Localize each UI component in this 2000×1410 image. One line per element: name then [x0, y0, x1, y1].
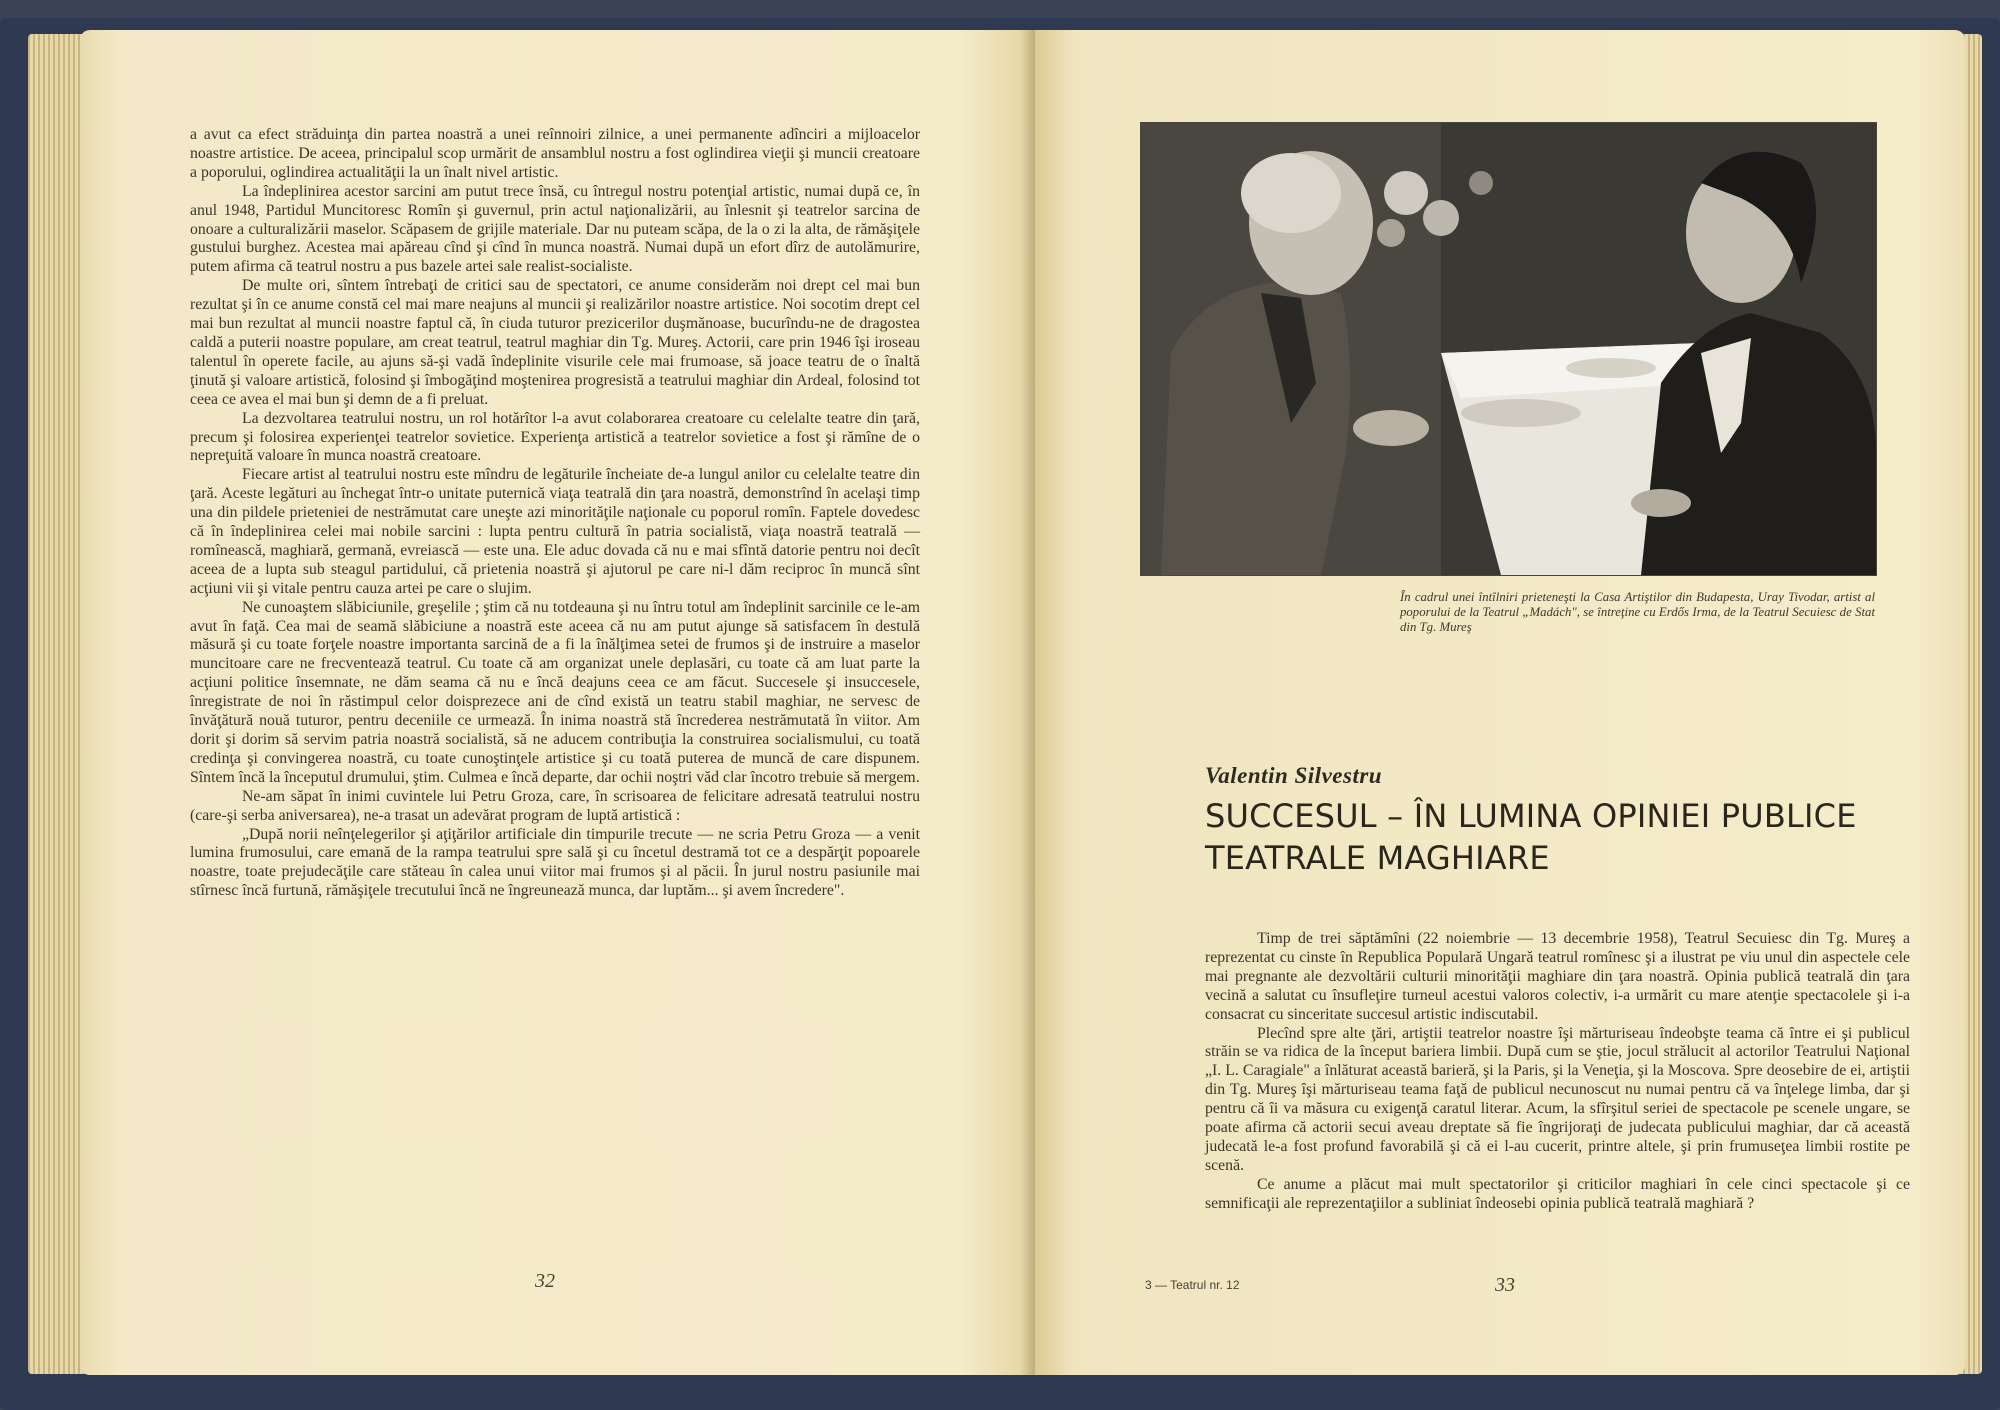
paragraph: La îndeplinirea acestor sarcini am putut trece însă, cu întregul nostru potenţial artistic, numai după ce, în anul 1948, Partidul Muncitoresc Romîn şi guvernul, prin actul naţionalizării, au înlesnit şi teatrelor sarcina de onoare a culturalizării maselor. Scăpasem de grijile materiale. Dar nu puteam scăpa, de la o zi la alta, de rămăşiţele gustului burghez. Acestea mai apăreau cînd şi cînd în munca noastră. Numai după un efort dîrz de autolămurire, putem afirma că teatrul nostru a pus bazele artei sale realist-socialiste.	[190, 182, 920, 276]
left-page-body	[190, 126, 920, 901]
footer-signature: 3 — Teatrul nr. 12	[1145, 1278, 1240, 1292]
right-page-body	[1205, 930, 1910, 1214]
article-title: SUCCESUL – ÎN LUMINA OPINIEI PUBLICE TEATRALE MAGHIARE	[1205, 797, 1857, 877]
photo-caption: În cadrul unei întîlniri prieteneşti la Casa Artiştilor din Budapesta, Uray Tivodar, artist al poporului de la Teatrul „Madách", se întreţine cu Erdős Irma, de la Teatrul Secuiesc de Stat din Tg. Mureş	[1400, 590, 1875, 635]
paragraph: Timp de trei săptămîni (22 noiembrie — 13 decembrie 1958), Teatrul Secuiesc din Tg. Mureş a reprezentat cu cinste în Republica Populară Ungară teatrul romînesc şi a ilustrat pe viu unul din aspectele cele mai pregnante ale dezvoltării culturii minorităţii maghiare din ţara noastră. Opinia publică teatrală din ţara vecină a salutat cu însufleţire turneul acestui valoros colectiv, i-a urmărit cu mare atenţie spectacolele şi i-a consacrat cu sinceritate succesul artistic indiscutabil.	[1205, 930, 1910, 1023]
paragraph: Ne cunoaştem slăbiciunile, greşelile ; ştim că nu totdeauna şi nu întru totul am îndeplinit sarcinile ce le-am avut în faţă. Cea mai de seamă slăbiciune a noastră este aceea că nu am putut ajunge să satisfacem în destulă măsură şi cu toate forţele noastre importanta sarcină de a fi la înălţimea setei de frumos şi de instruire a maselor muncitoare care ne frecventează teatrul. Cu toate că am organizat unele deplasări, cu toate că am luat parte la acţiuni politice însemnate, ne dăm seama că nu e încă deajuns ceea ce am făcut. Succesele şi insuccesele, înregistrate de noi în răstimpul celor doisprezece ani de cînd există un teatru stabil maghiar, ne servesc de învăţătură nouă tuturor, pentru deceniile ce urmează. În inima noastră stă încrederea nestrămutată în viitor. Am dorit şi dorim să servim patria noastră socialistă, să ne aducem contribuţia la construirea socialismului, cu toată credinţa şi convingerea noastră, cu toate cunoştinţele artistice şi cu toată puterea de muncă de care dispunem. Sîntem încă la începutul drumului, ştim. Culmea e încă departe, dar ochii noştri văd clar încotro trebuie să mergem.	[190, 598, 920, 786]
page-number-left: 32	[535, 1270, 555, 1292]
right-page	[1035, 30, 1965, 1375]
paragraph: La dezvoltarea teatrului nostru, un rol hotărîtor l-a avut colaborarea creatoare cu celelalte teatre din ţară, precum şi folosirea experienţei teatrelor sovietice. Experienţa artistică a teatrelor sovietice a fost şi rămîne de o nepreţuită valoare în munca noastră creatoare.	[190, 409, 920, 465]
left-page	[80, 30, 1035, 1375]
page-number-right: 33	[1495, 1274, 1515, 1296]
paragraph: Ce anume a plăcut mai mult spectatorilor şi criticilor maghiari în cele cinci spectacole şi ce semnificaţii ale reprezentaţiilor a subliniat îndeosebi opinia publică teatrală maghiară ?	[1205, 1175, 1910, 1212]
paragraph: Plecînd spre alte ţări, artiştii teatrelor noastre îşi mărturiseau îndeobşte teama că între ei şi publicul străin se va ridica de la început bariera limbii. După cum se ştie, jocul strălucit al actorilor Teatrului Naţional „I. L. Caragiale" a înlăturat această barieră, şi la Paris, şi la Veneţia, şi la Moscova. Spre deosebire de ei, artiştii din Tg. Mureş îşi mărturiseau teama faţă de publicul necunoscut nu numai pentru că va înţelege limba, dar şi pentru că îi va măsura cu exigenţă caratul literar. Acum, la sfîrşitul seriei de spectacole pe scenele ungare, se poate afirma că actorii secui aveau dreptate să fie îngrijoraţi de judecata publicului maghiar, dar că această judecată le-a fost profund favorabilă şi că ei l-au cucerit, printre altele, şi prin frumuseţea limbii rostite pe scenă.	[1205, 1024, 1910, 1174]
paragraph: a avut ca efect străduinţa din partea noastră a unei reînnoiri zilnice, a unei permanente adînciri a mijloacelor noastre artistice. De aceea, principalul scop urmărit de ansamblul nostru a fost oglindirea vieţii şi muncii creatoare a poporului, oglindirea actualităţii la un înalt nivel artistic.	[190, 126, 920, 181]
photo-meeting	[1140, 122, 1877, 576]
paragraph: De multe ori, sîntem întrebaţi de critici sau de spectatori, ce anume considerăm noi drept cel mai bun rezultat şi în ce anume constă cel mai mare neajuns al muncii şi realizărilor noastre artistice. Noi socotim drept cel mai bun rezultat al muncii noastre faptul că, în ciuda tuturor prezicerilor duşmănoase, bucurîndu-ne de dragostea caldă a puterii noastre populare, am creat teatrul, teatrul maghiar din Tg. Mureş. Actorii, care prin 1946 îşi iroseau talentul în operete facile, au ajuns să-şi vadă îndeplinite visurile cele mai frumoase, să joace teatru de o înaltă ţinută şi valoare artistică, folosind şi îmbogăţind moştenirea progresistă a teatrului maghiar din Ardeal, folosind tot ceea ce avea el mai bun şi demn de a fi preluat.	[190, 277, 920, 408]
photo-illustration	[1141, 123, 1876, 575]
quote-paragraph: „După norii neînţelegerilor şi aţiţărilor artificiale din timpurile trecute — ne scria Petru Groza — a venit lumina frumosului, care emană de la rampa teatrului spre sală şi cu încetul destramă tot ce a despărţit popoarele noastre, toate prejudecăţile care stăteau în calea unui viitor mai frumos şi al păcii. În jurul nostru pasiunile mai stîrnesc încă furtună, rămăşiţele trecutului încă ne îngreunează munca, dar luptăm... şi avem încredere".	[190, 825, 920, 900]
paragraph: Ne-am săpat în inimi cuvintele lui Petru Groza, care, în scrisoarea de felicitare adresată teatrului nostru (care-şi serba aniversarea), ne-a trasat un adevărat program de luptă artistică :	[190, 787, 920, 824]
paragraph: Fiecare artist al teatrului nostru este mîndru de legăturile încheiate de-a lungul anilor cu celelalte teatre din ţară. Aceste legături au închegat într-o unitate puternică viaţa teatrală din ţara noastră, demonstrînd în acelaşi timp una din pildele prieteniei de nestrămutat care uneşte azi minorităţile naţionale cu poporul romîn. Faptele dovedesc că în îndeplinirea celei mai nobile sarcini : lupta pentru cultură în patria socialistă, viaţa noastră teatrală — romînească, maghiară, germană, evreiască — este una. Ele aduc dovada că nu e mai sfîntă datorie pentru noi decît aceea de a lupta sub steagul partidului, că prietenia noastră şi ajutorul pe care ni-l dăm reciproc în muncă sînt acţiuni vii şi vitale pentru cauza artei pe care o slujim.	[190, 466, 920, 597]
article-author: Valentin Silvestru	[1205, 763, 1383, 788]
